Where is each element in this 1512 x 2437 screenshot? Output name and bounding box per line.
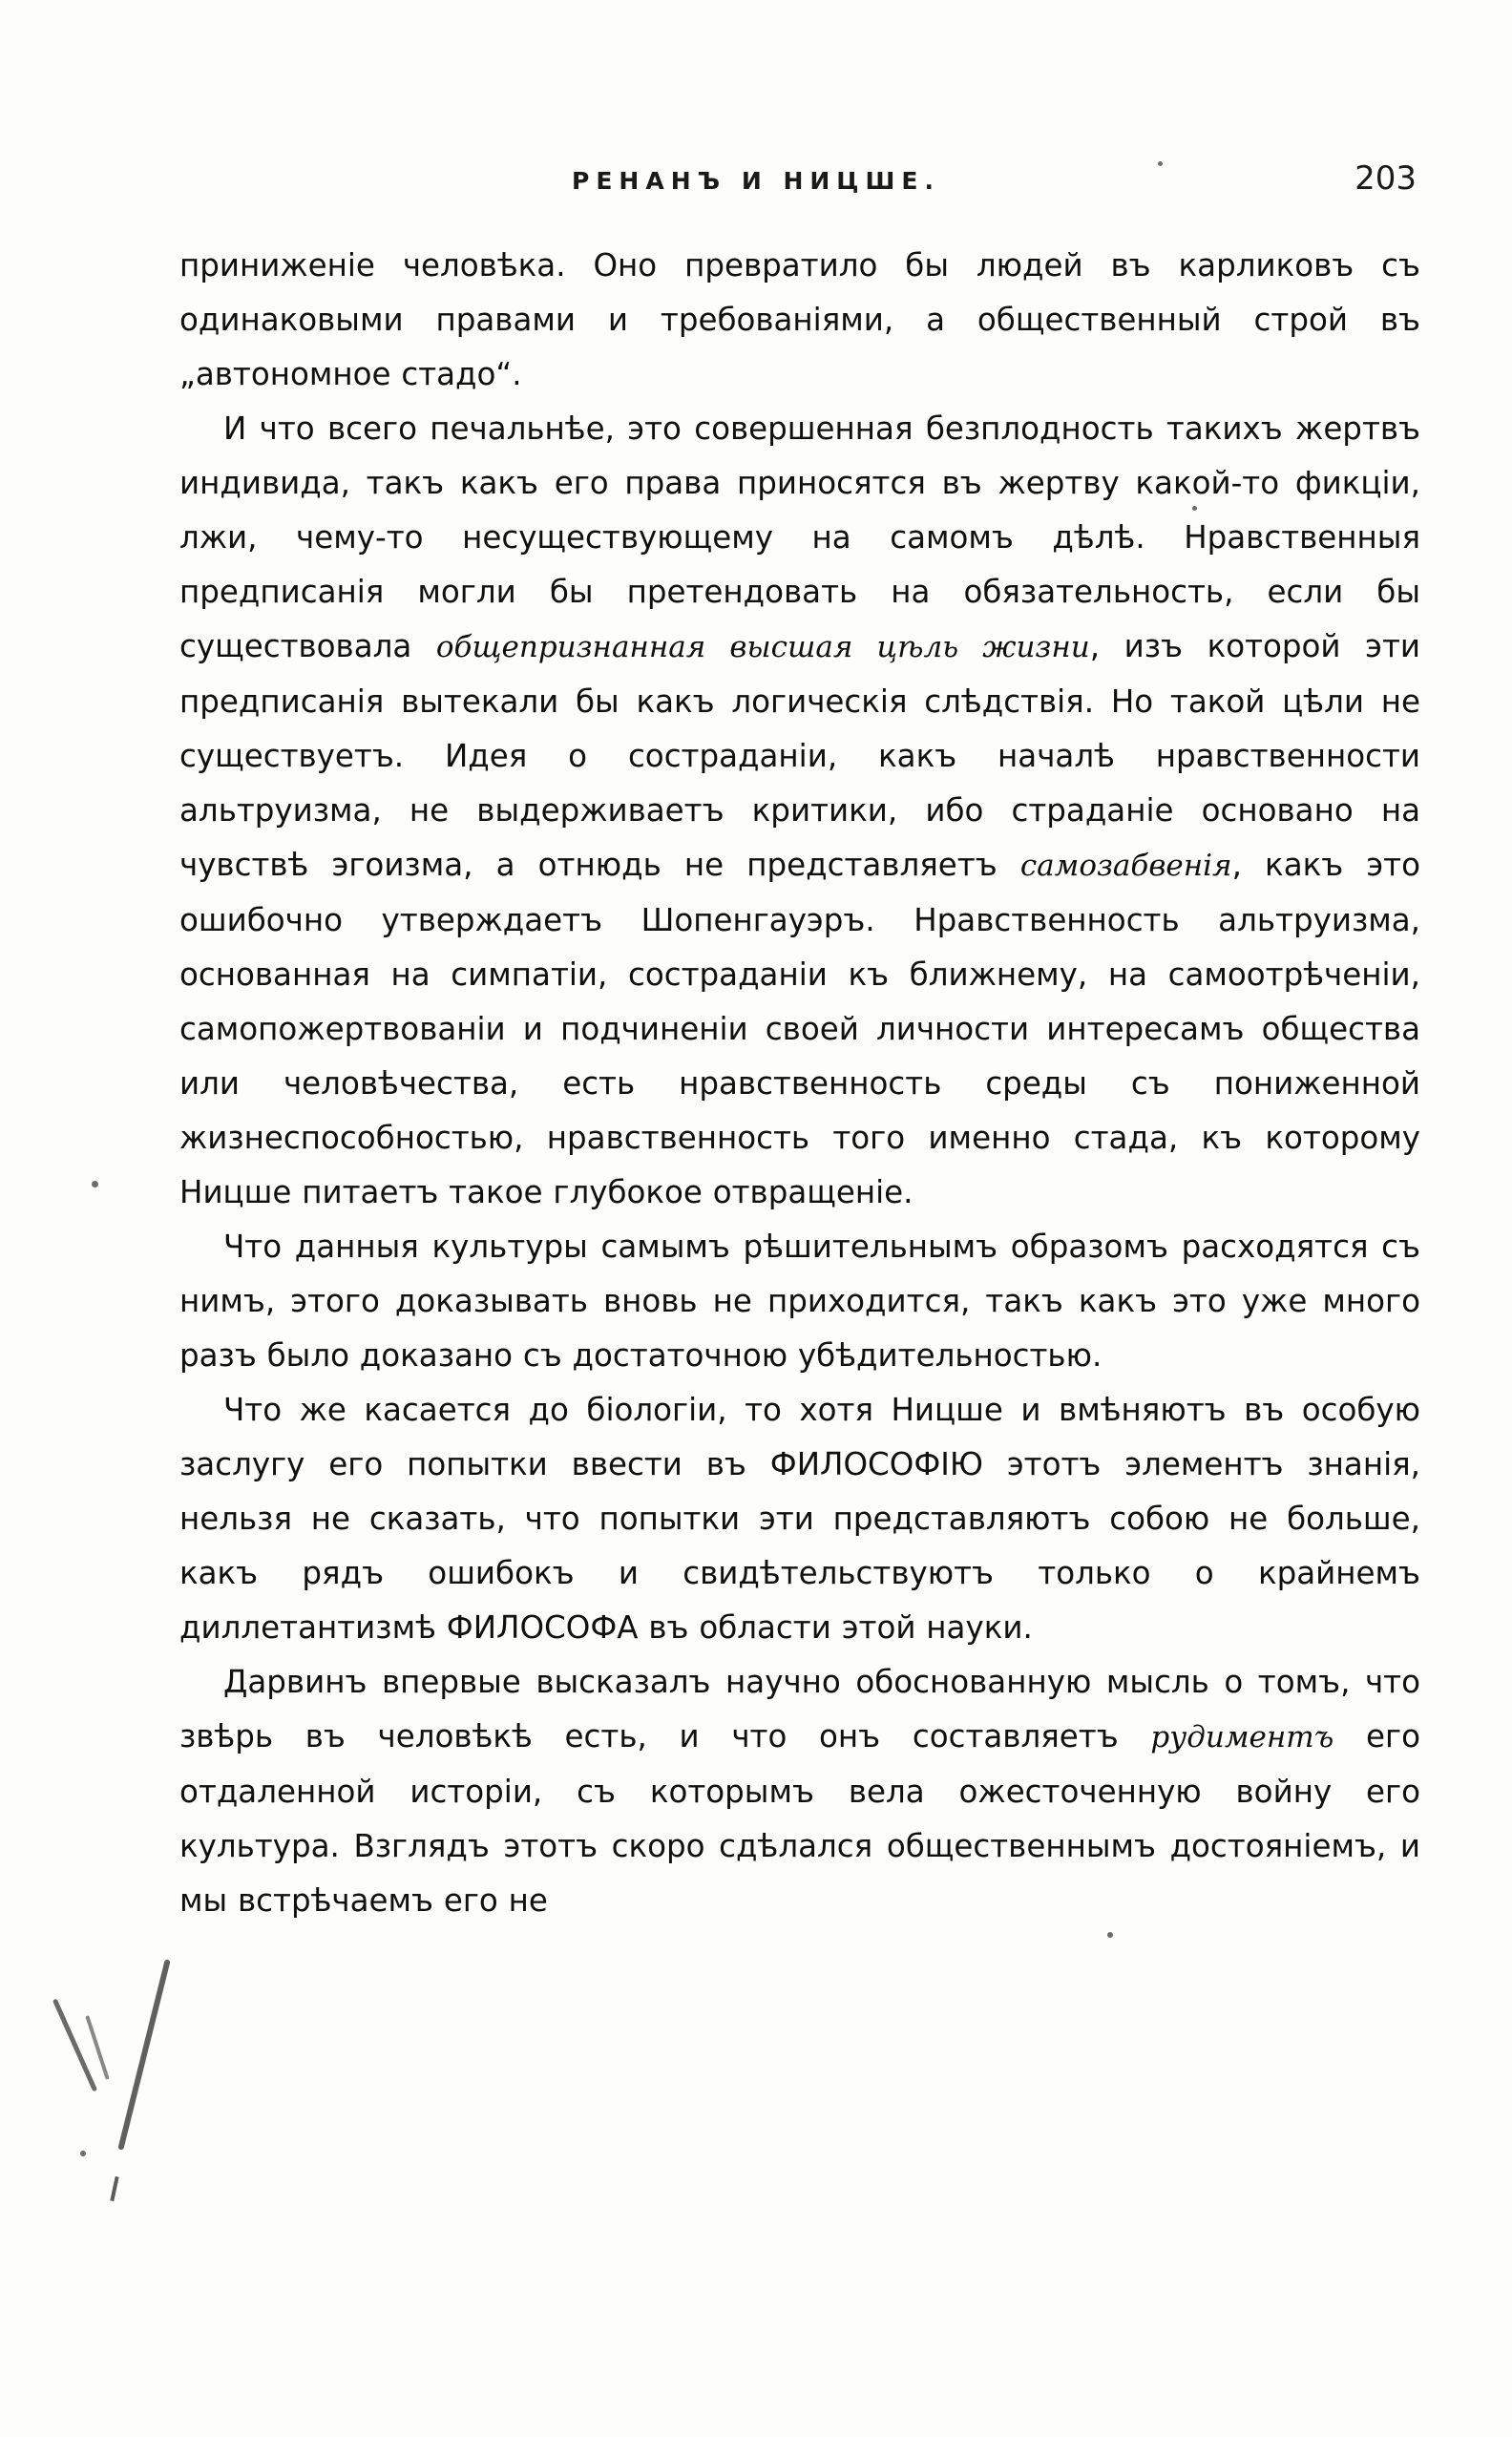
text-run: Что данныя культуры самымъ рѣшительнымъ образомъ расходятся съ нимъ, этого доказывать вновь не приходится, такъ какъ это уже много разъ было доказано съ достаточною убѣдительностью.: [179, 1229, 1420, 1374]
page-speck: [1158, 161, 1163, 166]
page-speck: [1107, 1932, 1113, 1938]
paragraph: [179, 1220, 1420, 1383]
text-run: приниженіе человѣка. Оно превратило бы людей въ карликовъ съ одинаковыми правами и требованіями, а общественный строй въ „автономное стадо“.: [179, 247, 1420, 392]
pencil-mark-stroke: [52, 1999, 97, 2092]
paragraph: [179, 1655, 1420, 1928]
italic-emphasis: общепризнанная высшая цѣль жизни: [435, 630, 1090, 664]
text-run: Дарвинъ впервые высказалъ научно обоснованную мысль о томъ, что звѣрь въ человѣкѣ есть, и что онъ составляетъ: [179, 1664, 1420, 1754]
running-title: РЕНАНЪ И НИЦШЕ.: [572, 167, 940, 195]
page-speck: [1192, 506, 1197, 511]
text-run: , какъ это ошибочно утверждаетъ Шопенгауэръ. Нравственность альтруизма, основанная на симпатіи, состраданіи къ ближнему, на самоотрѣченіи, самопожертвованіи и подчиненіи своей личности интересамъ общества или человѣчества, есть нравственность среды съ пониженной жизнеспособностью, нравственность того именно стада, къ которому Ницше питаетъ такое глубокое отвращеніе.: [179, 847, 1420, 1210]
text-run: Что же касается до біологіи, то хотя Ницше и вмѣняютъ въ особую заслугу его попытки ввести въ ФИЛОСОФІЮ этотъ элементъ знанія, нельзя не сказать, что попытки эти представляютъ собою не больше, какъ рядъ ошибокъ и свидѣтельствуютъ только о крайнемъ диллетантизмѣ ФИЛОСОФА въ области этой науки.: [179, 1392, 1420, 1646]
paragraph: [179, 239, 1420, 402]
text-run: , изъ которой эти предписанія вытекали бы какъ логическія слѣдствія. Но такой цѣли не существуетъ. Идея о состраданіи, какъ началѣ нравственности альтруизма, не выдерживаетъ критики, ибо страданіе основано на чувствѣ эгоизма, а отнюдь не представляетъ: [179, 628, 1421, 883]
page-speck: [80, 2151, 86, 2156]
pencil-mark-stroke: [117, 1959, 170, 2150]
page-header: [0, 159, 1512, 211]
text-run: его отдаленной исторіи, съ которымъ вела ожесточенную войну его культура. Взглядъ этотъ скоро сдѣлался общественнымъ достояніемъ, и мы встрѣчаемъ его не: [179, 1718, 1420, 1919]
page-body: [179, 239, 1420, 1928]
paragraph: [179, 1383, 1420, 1655]
pencil-mark-tick: [110, 2176, 118, 2201]
page-number: 203: [1354, 159, 1417, 198]
text-run: И что всего печальнѣе, это совершенная безплодность такихъ жертвъ индивида, такъ какъ его права приносятся въ жертву какой-то фикціи, лжи, чему-то несуществующему на самомъ дѣлѣ. Нравственныя предписанія могли бы претендовать на обязательность, если бы существовала: [179, 410, 1420, 664]
page-speck: [92, 1181, 98, 1187]
italic-emphasis: рудиментъ: [1150, 1720, 1334, 1754]
paragraph: [179, 402, 1420, 1220]
italic-emphasis: самозабвенія: [1019, 849, 1232, 883]
